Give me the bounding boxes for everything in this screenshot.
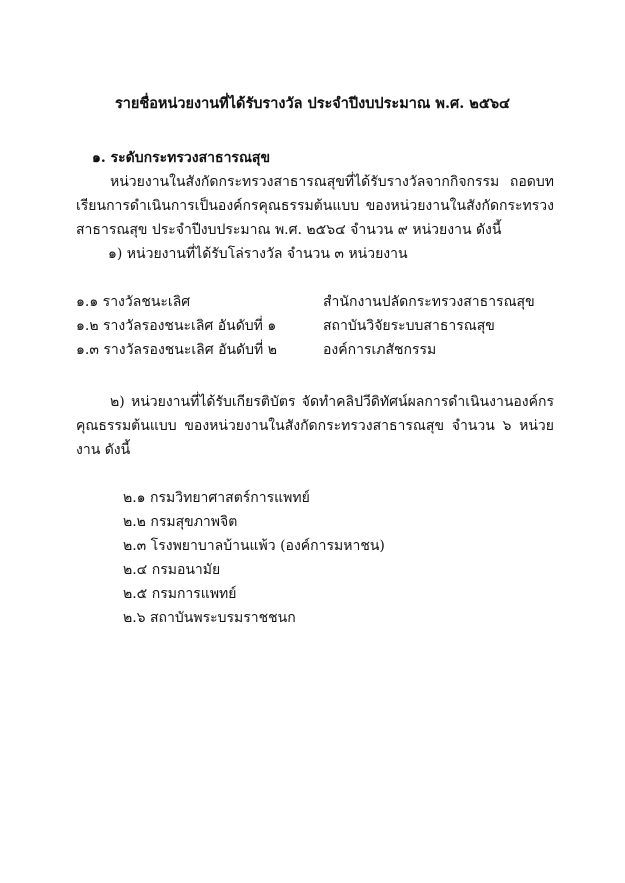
certificate-item-3: ๒.๓ โรงพยาบาลบ้านแพ้ว (องค์การมหาชน) xyxy=(123,538,385,554)
award-row-3 xyxy=(76,338,576,362)
certificate-item-2: ๒.๒ กรมสุขภาพจิต xyxy=(123,514,238,530)
award-organization: สถาบันวิจัยระบบสาธารณสุข xyxy=(323,318,495,334)
document-title: รายชื่อหน่วยงานที่ได้รับรางวัล ประจำปีงบประมาณ พ.ศ. ๒๕๖๔ xyxy=(114,95,511,112)
subsection-2-paragraph xyxy=(76,390,554,462)
award-label: ๑.๒ รางวัลรองชนะเลิศ อันดับที่ ๑ xyxy=(76,318,277,334)
award-row-2 xyxy=(76,314,576,338)
section-1-intro-paragraph xyxy=(76,170,554,242)
section-1-heading: ๑. ระดับกระทรวงสาธารณสุข xyxy=(92,150,271,166)
certificate-item-4: ๒.๔ กรมอนามัย xyxy=(123,562,221,578)
award-label: ๑.๓ รางวัลรองชนะเลิศ อันดับที่ ๒ xyxy=(76,342,277,358)
certificates-list xyxy=(123,486,385,630)
award-label: ๑.๑ รางวัลชนะเลิศ xyxy=(76,294,191,310)
subsection-1-heading: ๑) หน่วยงานที่ได้รับโล่รางวัล จำนวน ๓ หน่วยงาน xyxy=(108,246,408,262)
certificate-item-1: ๒.๑ กรมวิทยาศาสตร์การแพทย์ xyxy=(123,490,310,506)
subsection-2-text: ๒) หน่วยงานที่ได้รับเกียรติบัตร จัดทำคลิปวีดิทัศน์ผลการดำเนินงานองค์กรคุณธรรมต้นแบบ ของหน่วยงานในสังกัดกระทรวงสาธารณสุข จำนวน ๖ หน่วยงาน ดังนี้ xyxy=(76,394,554,458)
awards-list xyxy=(76,290,576,362)
award-organization: สำนักงานปลัดกระทรวงสาธารณสุข xyxy=(323,294,535,310)
section-1-intro-text: หน่วยงานในสังกัดกระทรวงสาธารณสุขที่ได้รับรางวัลจากกิจกรรม ถอดบทเรียนการดำเนินการเป็นองค์กรคุณธรรมต้นแบบ ของหน่วยงานในสังกัดกระทรวงสาธารณสุข ประจำปีงบประมาณ พ.ศ. ๒๕๖๔ จำนวน ๙ หน่วยงาน ดังนี้ xyxy=(76,174,554,238)
award-organization: องค์การเภสัชกรรม xyxy=(323,342,437,358)
certificate-item-5: ๒.๕ กรมการแพทย์ xyxy=(123,586,237,602)
certificate-item-6: ๒.๖ สถาบันพระบรมราชชนก xyxy=(123,610,296,626)
award-row-1 xyxy=(76,290,576,314)
